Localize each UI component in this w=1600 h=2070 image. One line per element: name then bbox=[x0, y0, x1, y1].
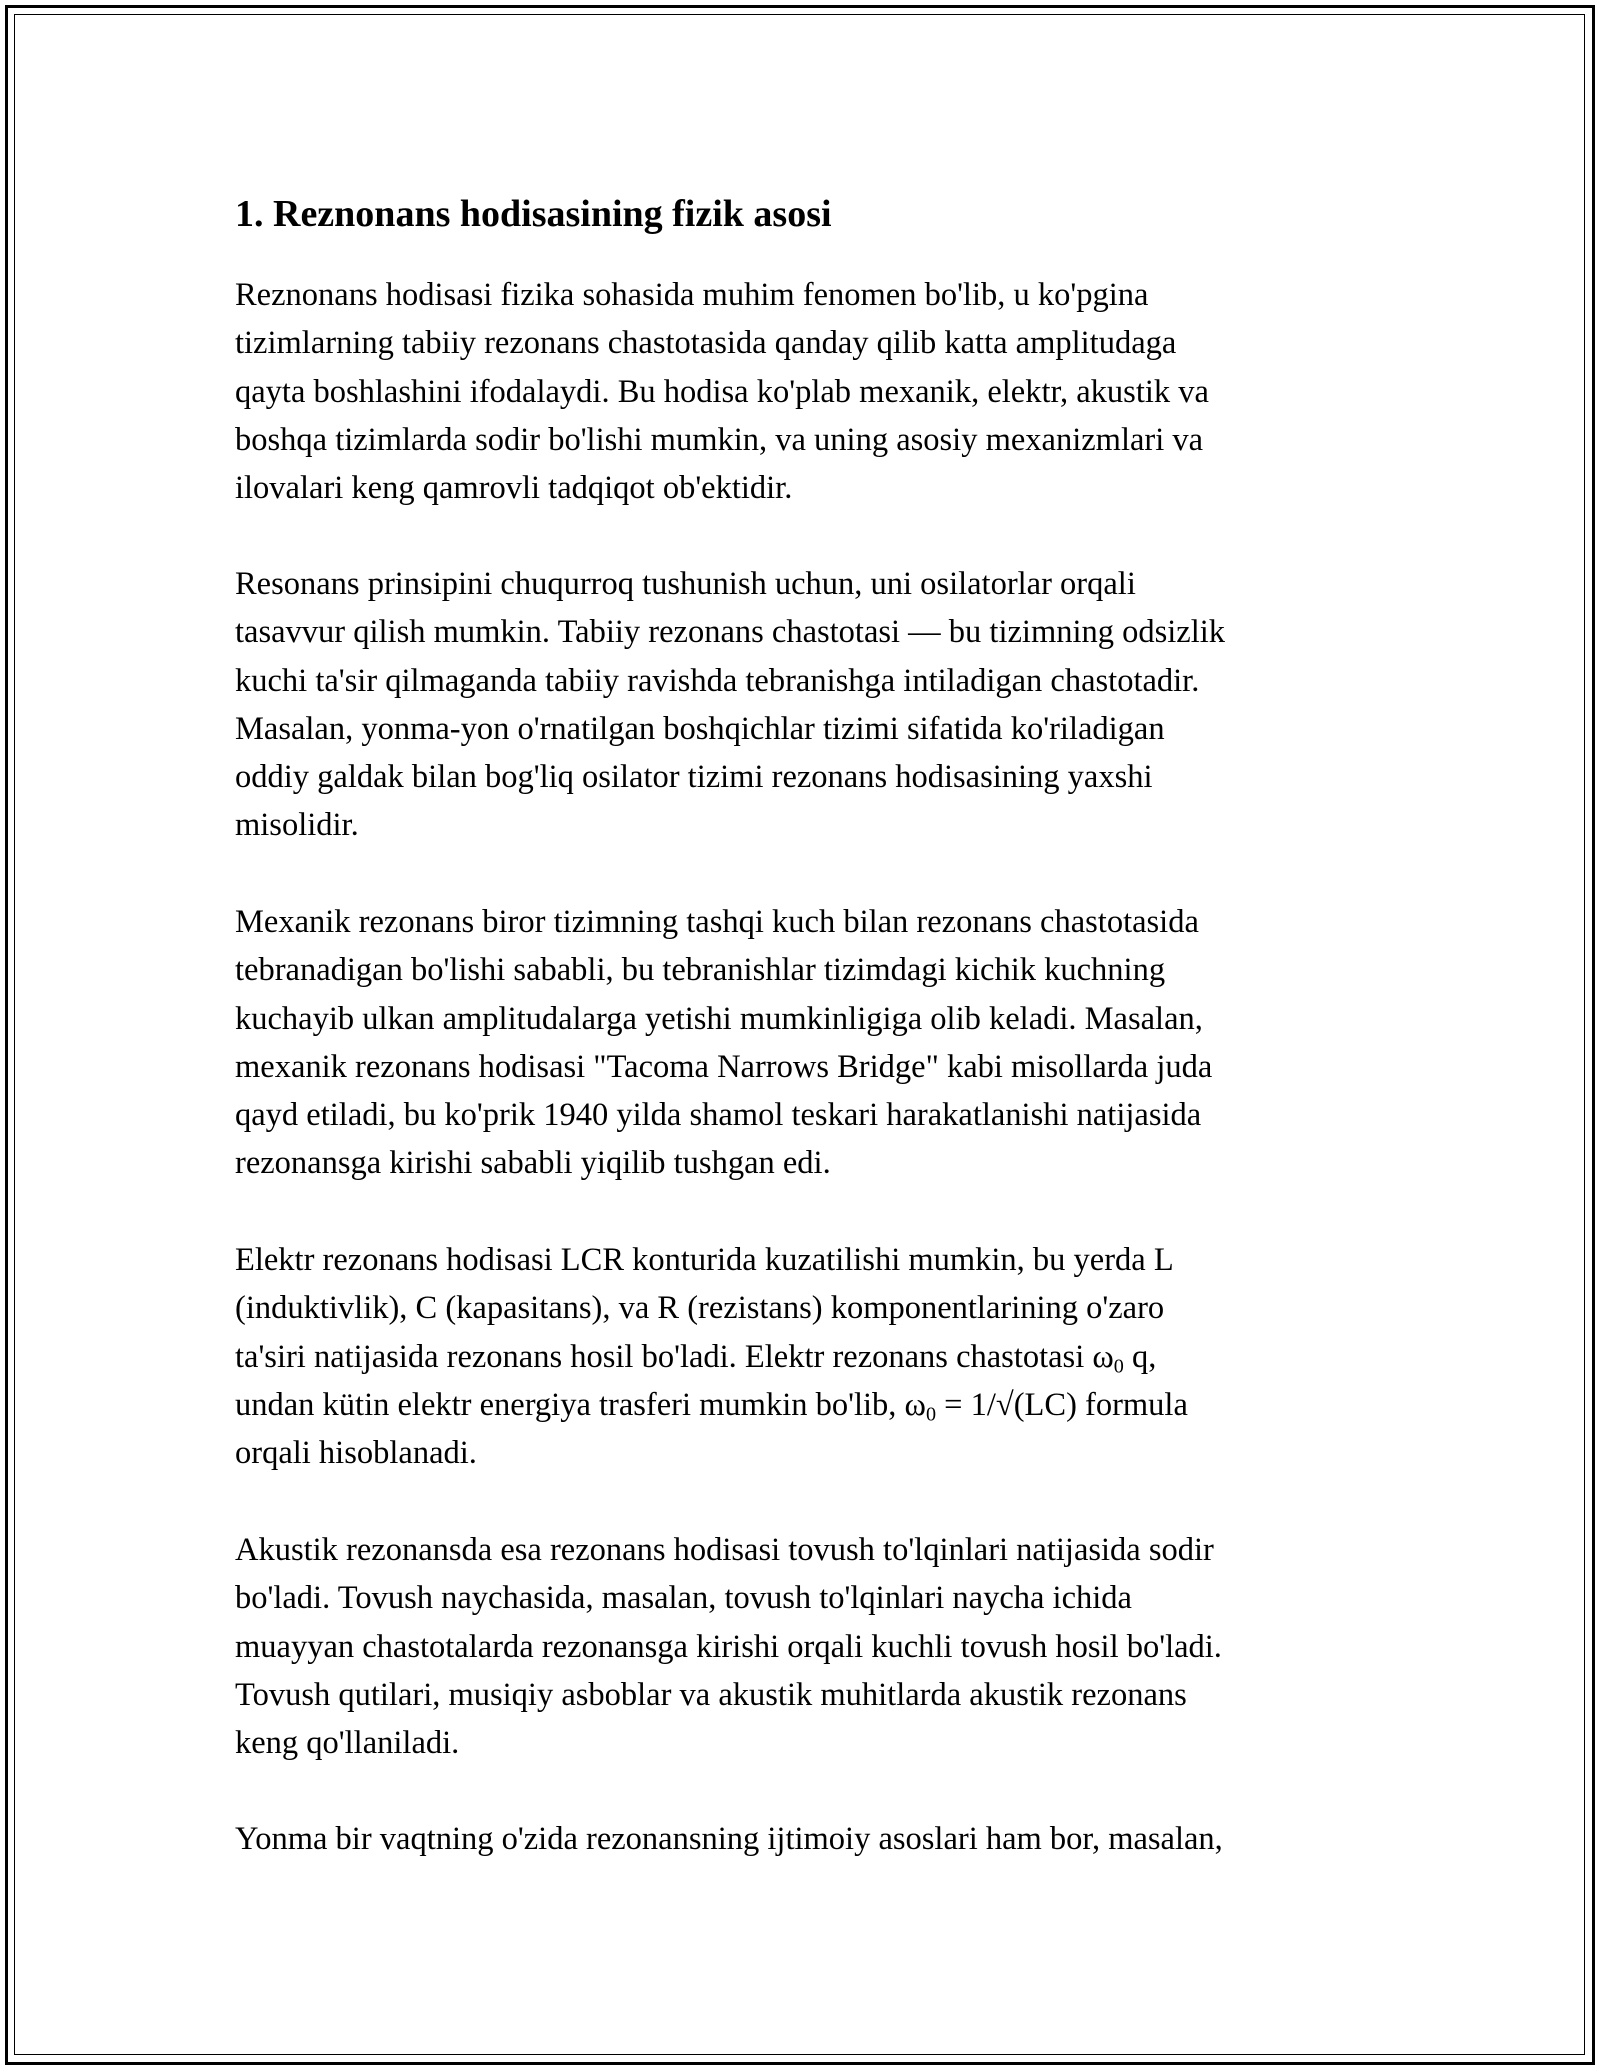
text-line: boshqa tizimlarda sodir bo'lishi mumkin, va uning asosiy mexanizmlari va bbox=[235, 421, 1204, 458]
paragraph-electrical bbox=[235, 1236, 1365, 1477]
subscript: 0 bbox=[1113, 1355, 1124, 1378]
paragraph-social bbox=[235, 1815, 1365, 1863]
text-fragment: ta'siri natijasida rezonans hosil bo'ladi. Elektr rezonans chastotasi ω bbox=[235, 1338, 1114, 1375]
text-line: Akustik rezonansda esa rezonans hodisasi tovush to'lqinlari natijasida sodir bbox=[235, 1532, 1214, 1568]
paragraph-intro bbox=[235, 271, 1365, 512]
text-line: Yonma bir vaqtning o'zida rezonansning ijtimoiy asoslari ham bor, masalan, bbox=[235, 1821, 1223, 1857]
text-line: oddiy galdak bilan bog'liq osilator tizimi rezonans hodisasining yaxshi bbox=[235, 759, 1153, 796]
text-line: mexanik rezonans hodisasi "Tacoma Narrows Bridge" kabi misollarda juda bbox=[235, 1048, 1213, 1085]
text-fragment: undan kütin elektr energiya trasferi mumkin bo'lib, ω bbox=[235, 1386, 926, 1423]
text-line bbox=[235, 1333, 1365, 1381]
text-line: Mexanik rezonans biror tizimning tashqi kuch bilan rezonans chastotasida bbox=[235, 904, 1199, 940]
text-line: Masalan, yonma-yon o'rnatilgan boshqichlar tizimi sifatida ko'riladigan bbox=[235, 710, 1165, 747]
text-line: qayd etiladi, bu ko'prik 1940 yilda shamol teskari harakatlanishi natijasida bbox=[235, 1097, 1202, 1134]
text-line: kuchayib ulkan amplitudalarga yetishi mumkinligiga olib keladi. Masalan, bbox=[235, 1000, 1203, 1037]
paragraph-acoustic bbox=[235, 1526, 1365, 1767]
text-line: Elektr rezonans hodisasi LCR konturida kuzatilishi mumkin, bu yerda L bbox=[235, 1242, 1174, 1278]
text-fragment: q, bbox=[1123, 1338, 1157, 1375]
text-line: keng qo'llaniladi. bbox=[235, 1725, 460, 1762]
section-heading: 1. Reznonans hodisasining fizik asosi bbox=[235, 193, 832, 235]
text-fragment: = 1/√(LC) formula bbox=[936, 1386, 1188, 1423]
paragraph-oscillators bbox=[235, 560, 1365, 850]
text-line: kuchi ta'sir qilmaganda tabiiy ravishda tebranishga intiladigan chastotadir. bbox=[235, 662, 1200, 699]
text-line: orqali hisoblanadi. bbox=[235, 1435, 477, 1472]
text-line: tasavvur qilish mumkin. Tabiiy rezonans chastotasi — bu tizimning odsizlik bbox=[235, 614, 1226, 651]
text-line: misolidir. bbox=[235, 807, 359, 844]
text-line: (induktivlik), C (kapasitans), va R (rezistans) komponentlarining o'zaro bbox=[235, 1290, 1165, 1327]
text-line bbox=[235, 1381, 1365, 1429]
text-line: qayta boshlashini ifodalaydi. Bu hodisa ko'plab mexanik, elektr, akustik va bbox=[235, 373, 1209, 410]
text-line: rezonansga kirishi sababli yiqilib tushgan edi. bbox=[235, 1145, 831, 1182]
text-line: tizimlarning tabiiy rezonans chastotasida qanday qilib katta amplitudaga bbox=[235, 325, 1177, 362]
subscript: 0 bbox=[925, 1403, 937, 1426]
text-line: tebranadigan bo'lishi sababli, bu tebranishlar tizimdagi kichik kuchning bbox=[235, 952, 1166, 989]
text-line: Reznonans hodisasi fizika sohasida muhim fenomen bo'lib, u ko'pgina bbox=[235, 277, 1149, 313]
paragraph-mechanical bbox=[235, 898, 1365, 1188]
text-line: muayyan chastotalarda rezonansga kirishi orqali kuchli tovush hosil bo'ladi. bbox=[235, 1628, 1222, 1665]
text-line: ilovalari keng qamrovli tadqiqot ob'ektidir. bbox=[235, 470, 793, 507]
text-line: Tovush qutilari, musiqiy asboblar va akustik muhitlarda akustik rezonans bbox=[235, 1676, 1187, 1713]
text-line: bo'ladi. Tovush naychasida, masalan, tovush to'lqinlari naycha ichida bbox=[235, 1580, 1132, 1617]
text-line: Resonans prinsipini chuqurroq tushunish uchun, uni osilatorlar orqali bbox=[235, 566, 1136, 602]
